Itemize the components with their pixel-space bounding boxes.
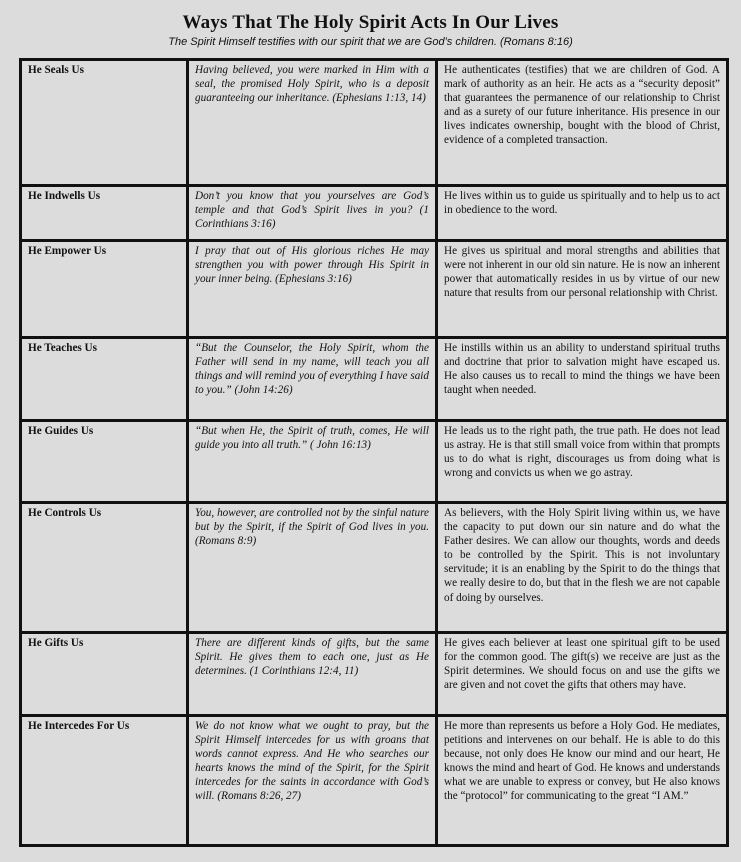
act-cell: He Controls Us — [21, 503, 188, 633]
act-cell: He Intercedes For Us — [21, 716, 188, 846]
act-cell: He Teaches Us — [21, 338, 188, 421]
description-cell: He leads us to the right path, the true path. He does not lead us astray. He is that still small voice from within that prompts us to do what is right, discourages us from doing what is wrong and convicts us when we go astray. — [437, 421, 728, 503]
table-row — [21, 60, 728, 186]
act-cell: He Guides Us — [21, 421, 188, 503]
act-cell: He Empower Us — [21, 241, 188, 338]
description-cell: He instills within us an ability to understand spiritual truths and doctrine that prior to salvation might have escaped us. He also causes us to recall to mind the things we have been taught when needed. — [437, 338, 728, 421]
table-row — [21, 338, 728, 421]
verse-cell: “But the Counselor, the Holy Spirit, whom the Father will send in my name, will teach you all things and will remind you of everything I have said to you.” (John 14:26) — [188, 338, 437, 421]
act-cell: He Gifts Us — [21, 633, 188, 716]
table-row — [21, 503, 728, 633]
act-cell: He Indwells Us — [21, 186, 188, 241]
table-row — [21, 633, 728, 716]
table-row — [21, 241, 728, 338]
page-subtitle: The Spirit Himself testifies with our spirit that we are God’s children. (Romans 8:16) — [168, 36, 573, 48]
verse-cell: There are different kinds of gifts, but the same Spirit. He gives them to each one, just as He determines. (1 Corinthians 12:4, 11) — [188, 633, 437, 716]
verse-cell: “But when He, the Spirit of truth, comes, He will guide you into all truth.” ( John 16:13) — [188, 421, 437, 503]
description-cell: He more than represents us before a Holy God. He mediates, petitions and intervenes on our behalf. He is able to do this because, not only does He know our mind and our heart, He knows the mind and heart of God. He knows and understands what we are unable to express or convey, but He also knows the “protocol” for communicating to the great “I AM.” — [437, 716, 728, 846]
page-title: Ways That The Holy Spirit Acts In Our Lives — [182, 12, 559, 33]
description-cell: As believers, with the Holy Spirit living within us, we have the capacity to put down our sin nature and do what the Father desires. We can allow our thoughts, words and deeds to be controlled by the Spirit. This is not involuntary servitude; it is an enabling by the Spirit to do the things that we really desire to do, but that in the flesh we are not capable of doing by ourselves. — [437, 503, 728, 633]
verse-cell: Having believed, you were marked in Him with a seal, the promised Holy Spirit, who is a deposit guaranteeing our inheritance. (Ephesians 1:13, 14) — [188, 60, 437, 186]
description-cell: He lives within us to guide us spiritually and to help us to act in obedience to the word. — [437, 186, 728, 241]
act-cell: He Seals Us — [21, 60, 188, 186]
description-cell: He gives each believer at least one spiritual gift to be used for the common good. The gift(s) we receive are just as the Spirit determines. We should focus on and use the gifts we are given and not covet the gifts that others may have. — [437, 633, 728, 716]
document-header — [0, 12, 741, 49]
table-row — [21, 421, 728, 503]
description-cell: He gives us spiritual and moral strengths and abilities that were not inherent in our old sin nature. He is now an inherent power that automatically resides in us by virtue of our new nature that results from our personal relationship with Christ. — [437, 241, 728, 338]
verse-cell: You, however, are controlled not by the sinful nature but by the Spirit, if the Spirit of God lives in you. (Romans 8:9) — [188, 503, 437, 633]
table-row — [21, 716, 728, 846]
spirit-acts-table — [19, 58, 729, 847]
description-cell: He authenticates (testifies) that we are children of God. A mark of authority as an heir. He acts as a “security deposit” that guarantees the permanence of our relationship to Christ and as a surety of our future inheritance. His presence in our lives indicates ownership, bought with the blood of Christ, evidence of a completed transaction. — [437, 60, 728, 186]
verse-cell: Don’t you know that you yourselves are God’s temple and that God’s Spirit lives in you? (1 Corinthians 3:16) — [188, 186, 437, 241]
verse-cell: I pray that out of His glorious riches He may strengthen you with power through His Spirit in your inner being. (Ephesians 3:16) — [188, 241, 437, 338]
table-row — [21, 186, 728, 241]
verse-cell: We do not know what we ought to pray, but the Spirit Himself intercedes for us with groans that words cannot express. And He who searches our hearts knows the mind of the Spirit, for the Spirit intercedes for the saints in accordance with God’s will. (Romans 8:26, 27) — [188, 716, 437, 846]
